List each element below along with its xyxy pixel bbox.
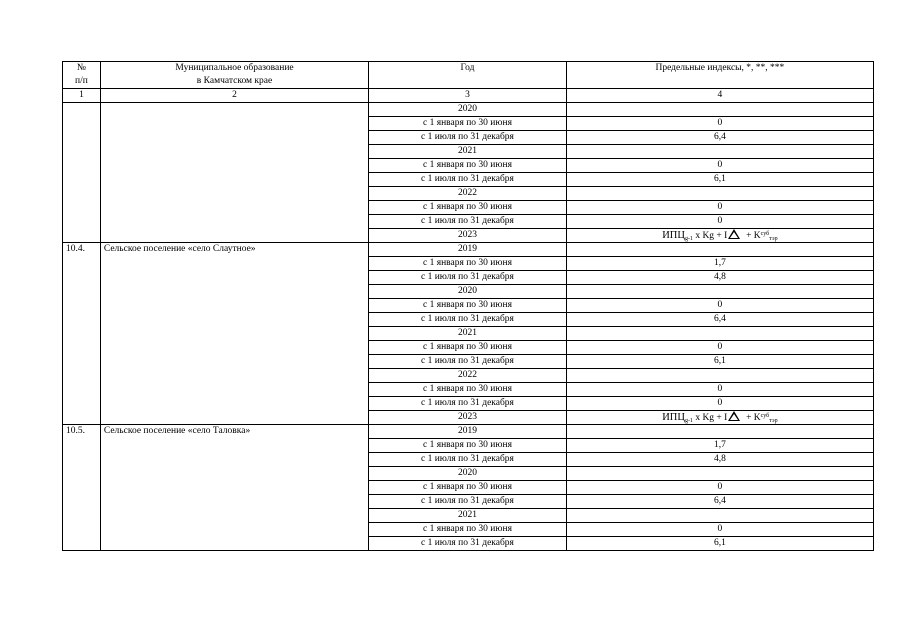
table-row (63, 243, 874, 257)
index-value-cell: 0 (566, 341, 873, 355)
period-cell: 2021 (369, 509, 567, 523)
period-cell: 2023 (369, 411, 567, 425)
index-value-cell (566, 467, 873, 481)
index-value-cell (566, 145, 873, 159)
period-cell: 2020 (369, 467, 567, 481)
index-value-cell (566, 285, 873, 299)
period-cell: 2020 (369, 103, 567, 117)
index-value-cell (566, 103, 873, 117)
index-formula-cell (566, 411, 873, 425)
formula-sub1: g-1 (684, 418, 693, 424)
index-value-cell: 0 (566, 397, 873, 411)
formula-plus: + K (746, 231, 761, 241)
period-cell: с 1 июля по 31 декабря (369, 271, 567, 285)
period-cell: с 1 июля по 31 декабря (369, 313, 567, 327)
column-number-2: 2 (100, 89, 368, 103)
municipality-cell: Сельское поселение «село Слаутное» (100, 243, 368, 425)
period-cell: с 1 января по 30 июня (369, 439, 567, 453)
tariff-index-table (62, 61, 874, 551)
period-cell: с 1 января по 30 июня (369, 117, 567, 131)
formula-sub1: g-1 (684, 236, 693, 242)
period-cell: с 1 июля по 31 декабря (369, 453, 567, 467)
index-value-cell: 0 (566, 159, 873, 173)
period-cell: 2020 (369, 285, 567, 299)
table-body (63, 62, 874, 551)
period-cell: 2019 (369, 425, 567, 439)
period-cell: с 1 июля по 31 декабря (369, 215, 567, 229)
table-row (63, 425, 874, 439)
formula-sub2: тэр (769, 418, 778, 424)
index-formula-cell (566, 229, 873, 243)
index-value-cell: 0 (566, 299, 873, 313)
index-value-cell: 6,1 (566, 355, 873, 369)
formula-mid: x Kg + I (692, 231, 728, 241)
period-cell: с 1 января по 30 июня (369, 383, 567, 397)
municipality-cell (100, 103, 368, 243)
period-cell: с 1 января по 30 июня (369, 159, 567, 173)
header-number-line1: № (76, 63, 86, 73)
header-municipality (100, 62, 368, 89)
index-value-cell: 0 (566, 201, 873, 215)
formula-plus: + K (746, 413, 761, 423)
index-value-cell: 6,4 (566, 313, 873, 327)
index-value-cell: 6,4 (566, 131, 873, 145)
municipality-cell: Сельское поселение «село Таловка» (100, 425, 368, 551)
period-cell: с 1 января по 30 июня (369, 201, 567, 215)
index-value-cell (566, 327, 873, 341)
index-value-cell: 1,7 (566, 257, 873, 271)
table-row (63, 103, 874, 117)
index-value-cell: 0 (566, 215, 873, 229)
formula-main: ИПЦ (662, 230, 685, 241)
period-cell: с 1 января по 30 июня (369, 523, 567, 537)
index-value-cell (566, 243, 873, 257)
period-cell: 2021 (369, 327, 567, 341)
row-number-cell: 10.5. (63, 425, 101, 551)
index-value-cell: 4,8 (566, 453, 873, 467)
index-value-cell (566, 425, 873, 439)
header-year: Год (369, 62, 567, 89)
index-value-cell (566, 369, 873, 383)
column-number-row (63, 89, 874, 103)
period-cell: с 1 января по 30 июня (369, 299, 567, 313)
period-cell: с 1 июля по 31 декабря (369, 131, 567, 145)
period-cell: с 1 января по 30 июня (369, 341, 567, 355)
index-value-cell: 0 (566, 481, 873, 495)
column-number-4: 4 (566, 89, 873, 103)
formula-sub2: тэр (769, 236, 778, 242)
index-value-cell: 4,8 (566, 271, 873, 285)
index-value-cell (566, 509, 873, 523)
period-cell: 2023 (369, 229, 567, 243)
index-value-cell (566, 187, 873, 201)
formula-sup: суб (760, 231, 770, 237)
period-cell: 2019 (369, 243, 567, 257)
index-value-cell: 0 (566, 117, 873, 131)
index-value-cell: 0 (566, 523, 873, 537)
column-number-3: 3 (369, 89, 567, 103)
period-cell: с 1 июля по 31 декабря (369, 173, 567, 187)
header-municipality-line2: в Камчатском крае (196, 76, 273, 86)
row-number-cell (63, 103, 101, 243)
period-cell: 2022 (369, 369, 567, 383)
index-value-cell: 6,1 (566, 537, 873, 551)
period-cell: с 1 июля по 31 декабря (369, 495, 567, 509)
header-number-line2: п/п (75, 76, 88, 86)
formula-main: ИПЦ (662, 412, 685, 423)
delta-icon (728, 411, 740, 421)
index-value-cell: 6,1 (566, 173, 873, 187)
index-value-cell: 0 (566, 383, 873, 397)
period-cell: с 1 июля по 31 декабря (369, 355, 567, 369)
period-cell: с 1 января по 30 июня (369, 481, 567, 495)
column-number-1: 1 (63, 89, 101, 103)
period-cell: с 1 июля по 31 декабря (369, 537, 567, 551)
index-value-cell: 6,4 (566, 495, 873, 509)
period-cell: с 1 января по 30 июня (369, 257, 567, 271)
row-number-cell: 10.4. (63, 243, 101, 425)
header-indices: Предельные индексы, *, **, *** (566, 62, 873, 89)
header-number (63, 62, 101, 89)
period-cell: 2022 (369, 187, 567, 201)
index-value-cell: 1,7 (566, 439, 873, 453)
header-row (63, 62, 874, 89)
delta-icon (728, 229, 740, 239)
period-cell: с 1 июля по 31 декабря (369, 397, 567, 411)
header-municipality-line1: Муниципальное образование (175, 63, 294, 73)
formula-mid: x Kg + I (692, 413, 728, 423)
formula-sup: суб (760, 413, 770, 419)
period-cell: 2021 (369, 145, 567, 159)
